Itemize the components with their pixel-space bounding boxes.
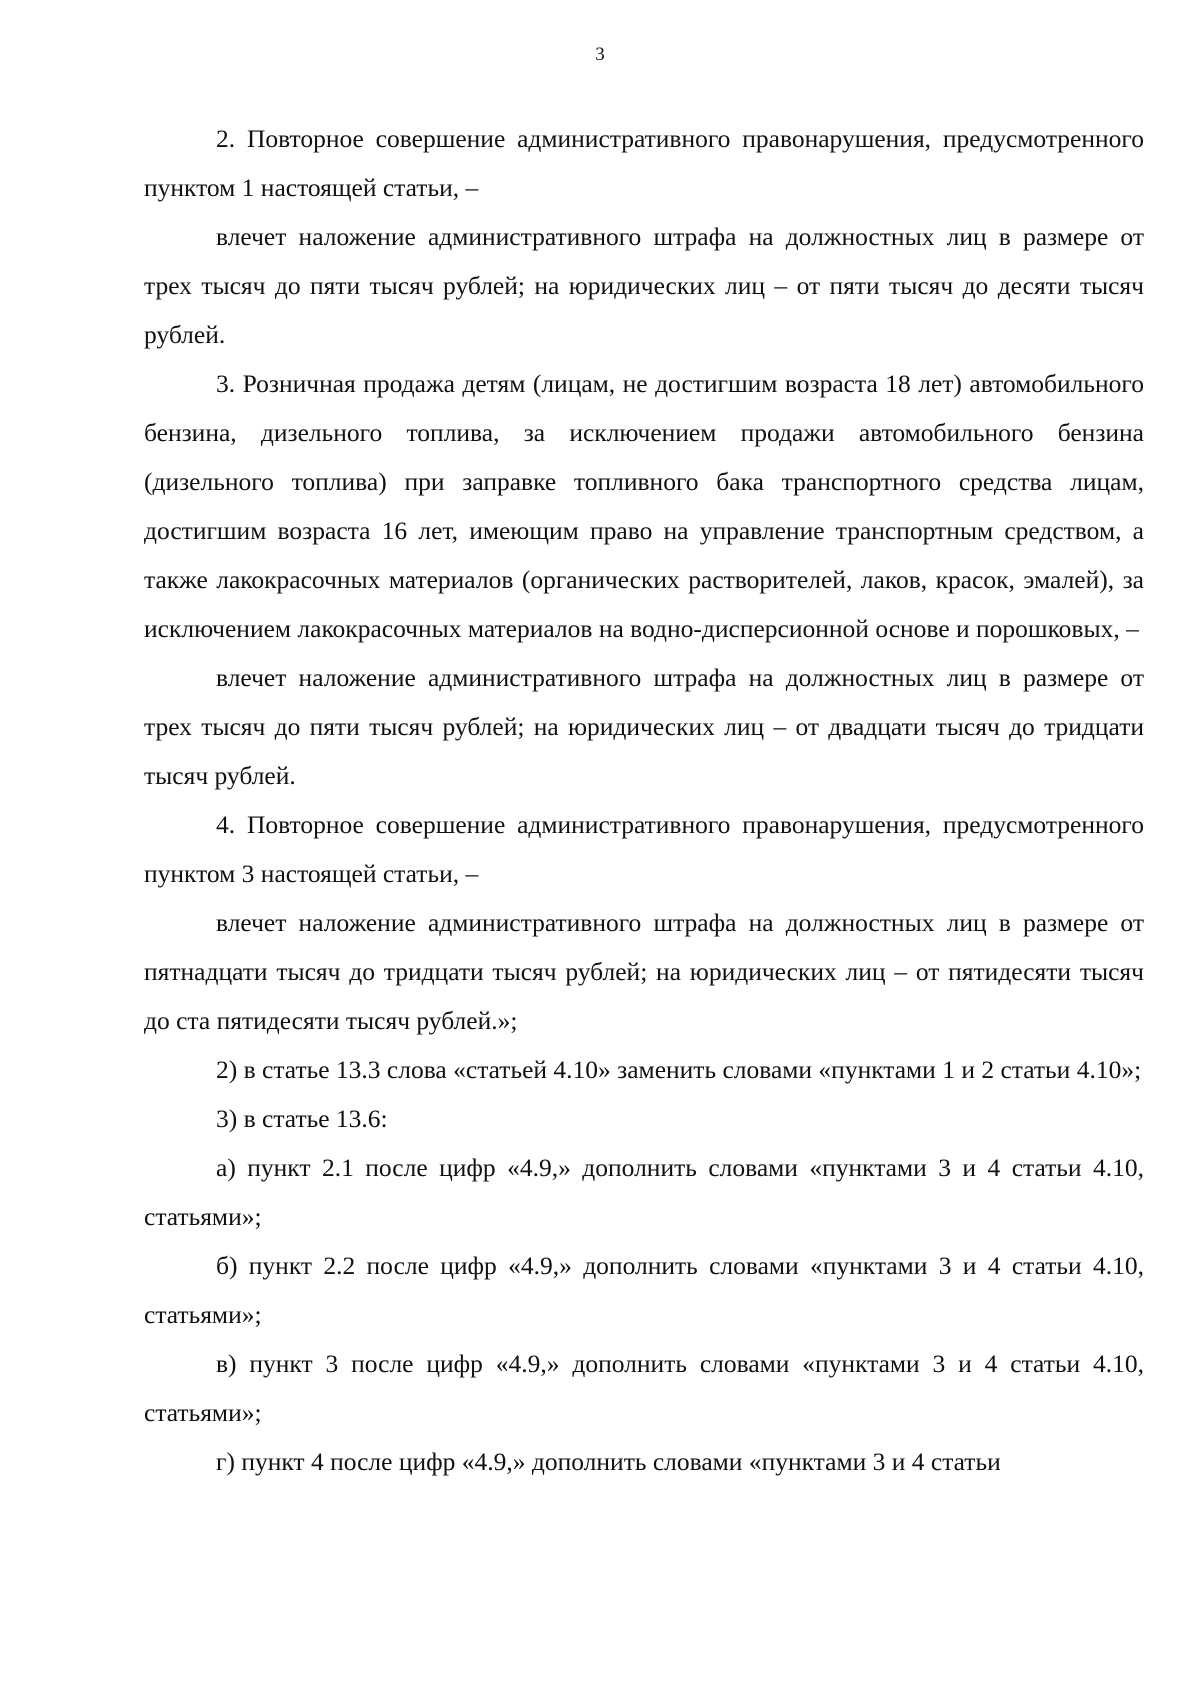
amendment-article-13-3: 2) в статье 13.3 слова «статьей 4.10» заменить словами «пунктами 1 и 2 статьи 4.10»; [216, 1055, 1142, 1084]
amendment-item-v: в) пункт 3 после цифр «4.9,» дополнить словами «пунктами 3 и 4 статьи 4.10, статьями»; [144, 1349, 1144, 1427]
page-number: 3 [595, 44, 605, 65]
paragraph-2-penalty: влечет наложение административного штрафа на должностных лиц в размере от трех тысяч до пяти тысяч рублей; на юридических лиц – от пяти тысяч до десяти тысяч рублей. [144, 222, 1144, 349]
document-body [144, 114, 1144, 1486]
paragraph-2-repeat-offense: 2. Повторное совершение административного правонарушения, предусмотренного пунктом 1 настоящей статьи, – [144, 124, 1144, 202]
paragraph-3-retail-sale: 3. Розничная продажа детям (лицам, не достигшим возраста 18 лет) автомобильного бензина, дизельного топлива, за исключением продажи автомобильного бензина (дизельного топлива) при заправке топливного бака транспортного средства лицам, достигшим возраста 16 лет, имеющим право на управление транспортным средством, а также лакокрасочных материалов (органических растворителей, лаков, красок, эмалей), за исключением лакокрасочных материалов на водно-дисперсионной основе и порошковых, – [144, 369, 1144, 643]
paragraph-4-penalty: влечет наложение административного штрафа на должностных лиц в размере от пятнадцати тысяч до тридцати тысяч рублей; на юридических лиц – от пятидесяти тысяч до ста пятидесяти тысяч рублей.»; [144, 908, 1144, 1035]
amendment-item-g: г) пункт 4 после цифр «4.9,» дополнить словами «пунктами 3 и 4 статьи [216, 1447, 1001, 1476]
paragraph-3-penalty: влечет наложение административного штрафа на должностных лиц в размере от трех тысяч до пяти тысяч рублей; на юридических лиц – от двадцати тысяч до тридцати тысяч рублей. [144, 663, 1144, 790]
paragraph-4-repeat-offense: 4. Повторное совершение административного правонарушения, предусмотренного пунктом 3 настоящей статьи, – [144, 810, 1144, 888]
amendment-item-b: б) пункт 2.2 после цифр «4.9,» дополнить словами «пунктами 3 и 4 статьи 4.10, статьями»; [144, 1251, 1144, 1329]
amendment-item-a: а) пункт 2.1 после цифр «4.9,» дополнить словами «пунктами 3 и 4 статьи 4.10, статьями»; [144, 1153, 1144, 1231]
amendment-article-13-6: 3) в статье 13.6: [216, 1104, 388, 1133]
